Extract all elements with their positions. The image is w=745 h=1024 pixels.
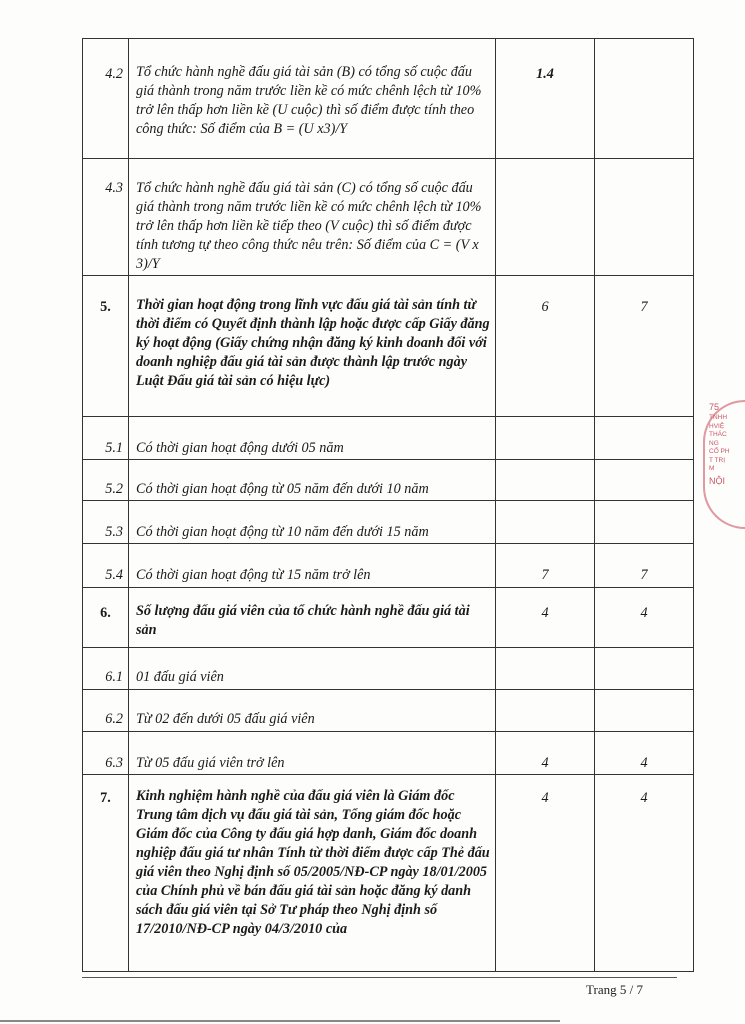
row-score-2: 7 [595,544,694,588]
row-description: Tổ chức hành nghề đấu giá tài sản (C) có tổng số cuộc đấu giá thành trong năm trước liền kề có mức chênh lệch từ 10% trở lên thấp hơn liền kề tiếp theo (V cuộc) thì số điểm được tính tương tự theo công thức nêu trên: Số điểm của C = (V x 3)/Y [129,159,496,276]
row-score-2 [595,417,694,460]
row-description: Số lượng đấu giá viên của tổ chức hành nghề đấu giá tài sản [129,588,496,648]
row-number: 5.4 [83,544,129,588]
row-score-2 [595,39,694,159]
stamp-text: THÁC [709,431,727,438]
table-row [83,588,694,648]
stamp-text: NỘI [709,475,726,486]
row-number: 6.3 [83,732,129,775]
row-description: Có thời gian hoạt động từ 10 năm đến dưới 15 năm [129,501,496,544]
row-number: 4.3 [83,159,129,276]
stamp-text: 75 [709,402,720,412]
row-number: 7. [83,775,129,972]
row-score-2 [595,501,694,544]
row-score-2 [595,460,694,501]
row-score-1 [496,460,595,501]
page-number: Trang 5 / 7 [586,982,643,997]
row-score-2 [595,648,694,690]
stamp-text: TNHH [709,414,728,421]
table-row [83,39,694,159]
row-score-1: 7 [496,544,595,588]
stamp-text: NG [709,439,719,447]
table-row [83,159,694,276]
row-score-1: 4 [496,775,595,972]
row-score-2: 4 [595,588,694,648]
row-score-2 [595,690,694,732]
row-description: Từ 05 đấu giá viên trở lên [129,732,496,775]
stamp-text: T TRỊ [709,456,726,464]
table-row [83,460,694,501]
row-number: 5.1 [83,417,129,460]
row-description: 01 đấu giá viên [129,648,496,690]
row-score-1 [496,501,595,544]
row-score-2: 4 [595,775,694,972]
row-score-2 [595,159,694,276]
row-description: Thời gian hoạt động trong lĩnh vực đấu giá tài sản tính từ thời điểm có Quyết định thành lập hoặc được cấp Giấy đăng ký hoạt động (Giấy chứng nhận đăng ký kinh doanh đối với doanh nghiệp đấu giá tài sản được thành lập trước ngày Luật Đấu giá tài sản có hiệu lực) [129,276,496,417]
table-row [83,417,694,460]
row-score-1 [496,417,595,460]
table-row [83,775,694,972]
table-row [83,648,694,690]
stamp-arc [703,400,745,529]
row-score-1: 6 [496,276,595,417]
row-score-1: 4 [496,588,595,648]
stamp-text: HVIỆ [709,422,725,430]
row-number: 6.1 [83,648,129,690]
row-description: Kinh nghiệm hành nghề của đấu giá viên là Giám đốc Trung tâm dịch vụ đấu giá tài sản, Tổng giám đốc hoặc Giám đốc của Công ty đấu giá hợp danh, Giám đốc doanh nghiệp đấu giá tư nhân Tính từ thời điểm được cấp Thẻ đấu giá viên theo Nghị định số 05/2005/NĐ-CP ngày 18/01/2005 của Chính phủ về bán đấu giá tài sản hoặc đăng ký danh sách đấu giá viên tại Sở Tư pháp theo Nghị định số 17/2010/NĐ-CP ngày 04/3/2010 của [129,775,496,972]
stamp-text: CỔ PH [709,448,730,455]
row-score-2: 7 [595,276,694,417]
row-description: Tổ chức hành nghề đấu giá tài sản (B) có tổng số cuộc đấu giá thành trong năm trước liền kề có mức chênh lệch từ 10% trở lên thấp hơn liền kề (U cuộc) thì số điểm được tính theo công thức: Số điểm của B = (U x3)/Y [129,39,496,159]
row-score-2: 4 [595,732,694,775]
row-number: 6.2 [83,690,129,732]
stamp-text: M [709,465,715,472]
scan-edge-line [0,1020,560,1022]
table-row [83,732,694,775]
row-number: 6. [83,588,129,648]
red-stamp [699,400,739,525]
row-description: Có thời gian hoạt động dưới 05 năm [129,417,496,460]
table-row [83,501,694,544]
row-score-1 [496,648,595,690]
table-row [83,690,694,732]
row-description: Có thời gian hoạt động từ 05 năm đến dưới 10 năm [129,460,496,501]
row-score-1 [496,159,595,276]
row-description: Từ 02 đến dưới 05 đấu giá viên [129,690,496,732]
footer-divider [82,977,677,978]
row-description: Có thời gian hoạt động từ 15 năm trở lên [129,544,496,588]
row-number: 5.3 [83,501,129,544]
criteria-table [82,38,694,972]
table-row [83,276,694,417]
row-number: 4.2 [83,39,129,159]
table-row [83,544,694,588]
row-number: 5. [83,276,129,417]
row-score-1 [496,690,595,732]
row-score-1: 4 [496,732,595,775]
row-number: 5.2 [83,460,129,501]
row-score-1: 1.4 [496,39,595,159]
